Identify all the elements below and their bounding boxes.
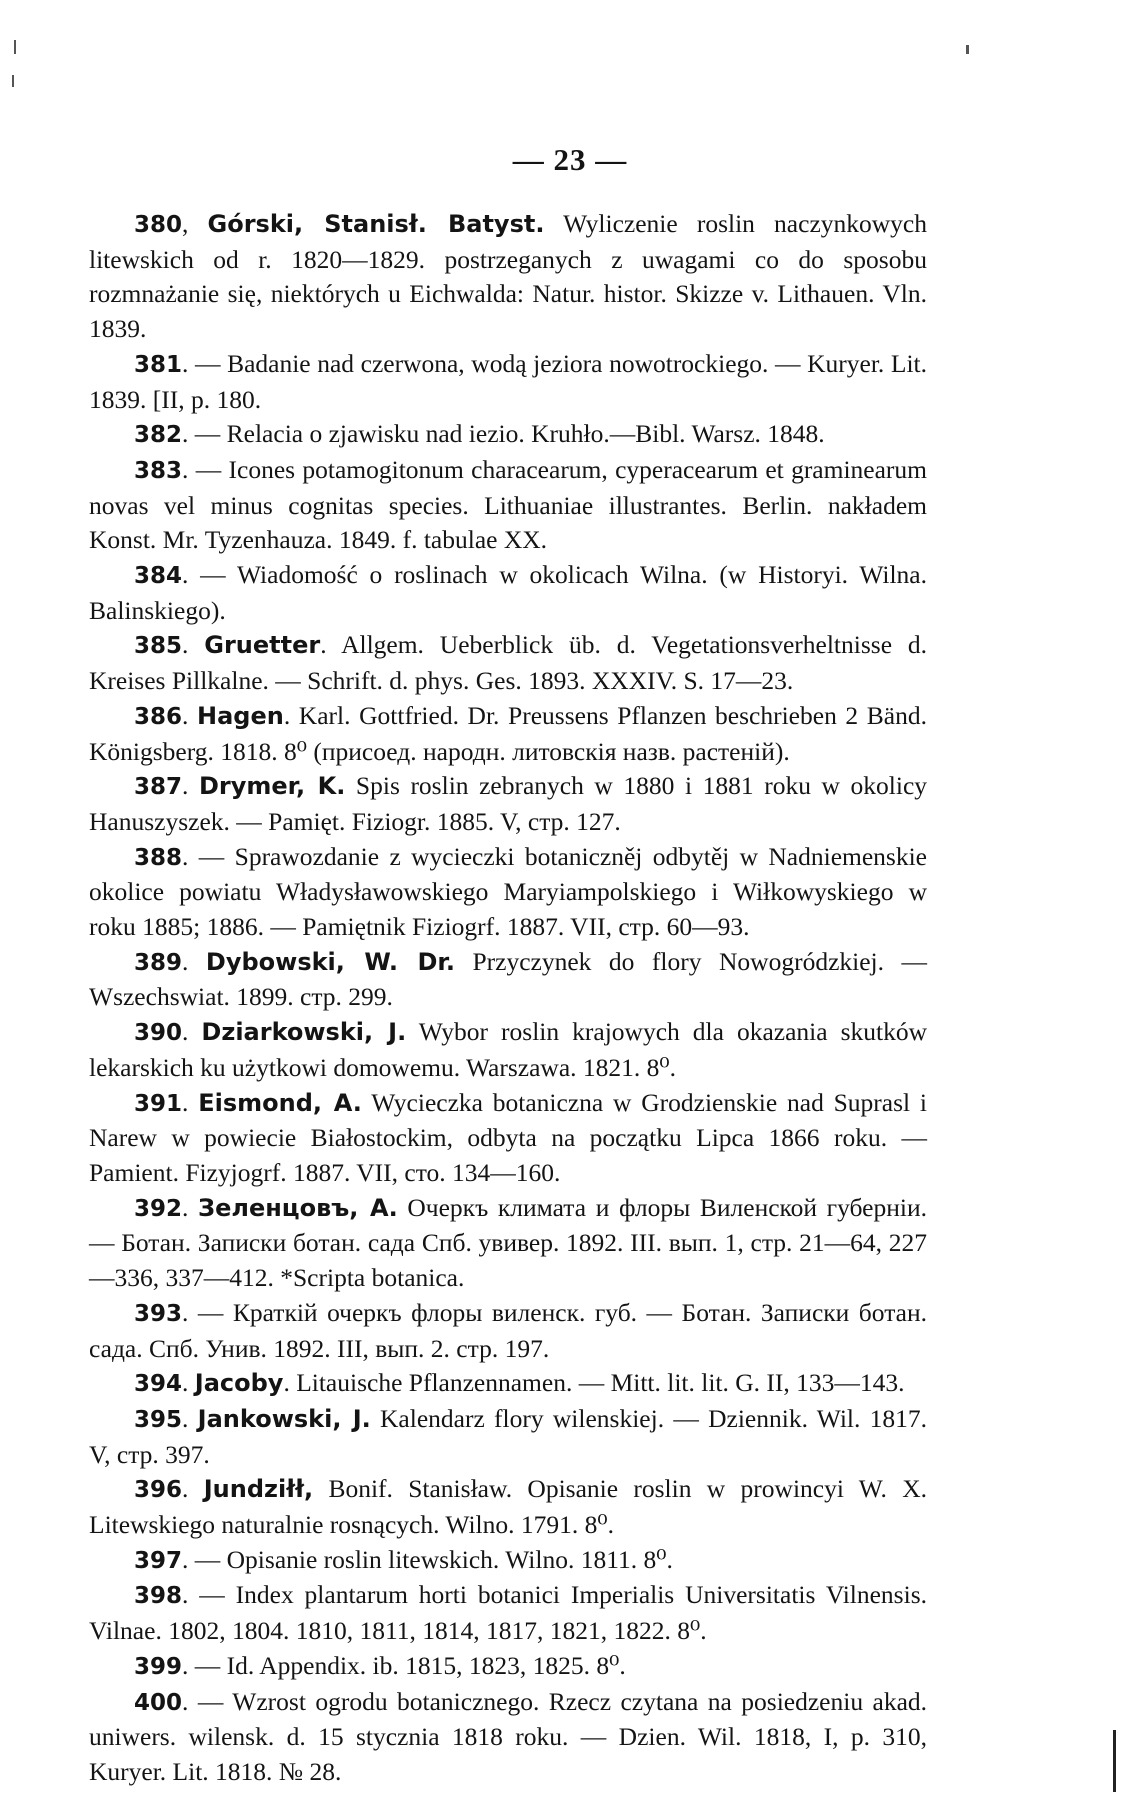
bibliography-entry: 385. Gruetter. Allgem. Ueberblick üb. d. Vegetationsverheltnisse d. Kreises Pillkalne. — Schrift. d. phys. Ges. 1893. XXXIV. S. 17—23. bbox=[89, 630, 928, 696]
entry-text: . Karl. Gottfried. Dr. Preussens Pflanzen beschrieben 2 Bänd. Königsberg. 1818. 8⁰ (присоед. народн. литовскія назв. растеній). bbox=[89, 700, 927, 766]
entry-text: — Opisanie roslin litewskich. Wilno. 1811. 8⁰. bbox=[194, 1544, 673, 1574]
bibliography-entry: 395. Jankowski, J. Kalendarz flory wilenskiej. — Dziennik. Wil. 1817. V, стр. 397. bbox=[89, 1403, 928, 1469]
bibliography-entry: 387. Drymer, K. Spis roslin zebranych w 1880 i 1881 roku w okolicy Hanuszyszek. — Pamięt. Fiziogr. 1885. V, стр. 127. bbox=[89, 771, 928, 836]
entry-text: Bonif. Stanisław. Opisanie roslin w prowincyi W. X. Litewskiego naturalnie rosnących. Wilno. 1791. 8⁰. bbox=[89, 1474, 928, 1540]
scan-mark bbox=[1113, 1730, 1116, 1792]
bibliography-entry: 381. — Badanie nad czerwona, wodą jeziora nowotrockiego. — Kuryer. Lit. 1839. [II, p. 180. bbox=[89, 348, 927, 414]
entry-author: Jankowski, J. bbox=[197, 1404, 371, 1433]
bibliography-entry: 388. — Sprawozdanie z wycieczki botaniczněj odbytěj w Nadniemenskie okolice powiatu Władysławowskiego Maryiampolskiego i Wiłkowyskiego w roku 1885; 1886. — Pamiętnik Fiziogrf. 1887. VII, стр. 60—93. bbox=[89, 841, 928, 942]
entry-text: . Litauische Pflanzennamen. — Mitt. lit. lit. G. II, 133—143. bbox=[283, 1368, 905, 1398]
entry-number: 395 bbox=[134, 1406, 183, 1433]
entry-number: 391 bbox=[134, 1090, 183, 1117]
entry-text: . Allgem. Ueberblick üb. d. Vegetationsverheltnisse d. Kreises Pillkalne. — Schrift. d. phys. Ges. 1893. XXXIV. S. 17—23. bbox=[89, 630, 928, 696]
bibliography-entry: 396. Jundziłł, Bonif. Stanisław. Opisanie roslin w prowincyi W. X. Litewskiego naturalnie rosnących. Wilno. 1791. 8⁰. bbox=[89, 1474, 928, 1540]
bibliography-entry: 382. — Relacia o zjawisku nad iezio. Kruhło.—Bibl. Warsz. 1848. bbox=[134, 419, 825, 449]
scan-mark bbox=[966, 45, 969, 54]
entry-number: 400 bbox=[134, 1689, 183, 1716]
entry-author: Gruetter bbox=[204, 631, 321, 660]
entry-author: Drymer, K. bbox=[198, 772, 346, 801]
entry-author: Зеленцовъ, А. bbox=[198, 1193, 398, 1222]
entry-text: — Icones potamogitonum characearum, cyperacearum et graminearum novas vel minus cognitas species. Lithuaniae illustrantes. Berlin. nakładem Konst. Mr. Tyzenhauza. 1849. f. tabulae XX. bbox=[89, 454, 928, 555]
bibliography-entry: 400. — Wzrost ogrodu botanicznego. Rzecz czytana na posiedzeniu akad. uniwers. wilensk. d. 15 stycznia 1818 roku. — Dzien. Wil. 1818, I, p. 310, Kuryer. Lit. 1818. № 28. bbox=[89, 1686, 928, 1786]
entry-text: Przyczynek do flory Nowogródzkiej. — Wszechswiat. 1899. стр. 299. bbox=[89, 946, 928, 1012]
entry-number: 397 bbox=[134, 1547, 183, 1574]
bibliography-entry: 389. Dybowski, W. Dr. Przyczynek do flory Nowogródzkiej. — Wszechswiat. 1899. стр. 299. bbox=[89, 946, 928, 1012]
bibliography-column bbox=[89, 207, 927, 1790]
entry-text: Wybor roslin krajowych dla okazania skutków lekarskich ku użytkowi domowemu. Warszawa. 1821. 8⁰. bbox=[89, 1017, 928, 1082]
entry-text: — Краткій очеркъ флоры виленск. губ. — Ботан. Записки ботан. сада. Спб. Унив. 1892. III, вып. 2. стр. 197. bbox=[89, 1297, 927, 1363]
page-number: — 23 — bbox=[512, 142, 628, 177]
bibliography-entry: 397. — Opisanie roslin litewskich. Wilno. 1811. 8⁰. bbox=[134, 1544, 673, 1574]
entry-number: 392 bbox=[134, 1195, 183, 1222]
entry-number: 394 bbox=[134, 1371, 183, 1398]
entry-text: — Index plantarum horti botanici Imperialis Universitatis Vilnensis. Vilnae. 1802, 1804. 1810, 1811, 1814, 1817, 1821, 1822. 8⁰. bbox=[89, 1580, 927, 1646]
entry-text: Kalendarz flory wilenskiej. — Dziennik. Wil. 1817. V, стр. 397. bbox=[89, 1403, 928, 1469]
entry-number: 388 bbox=[134, 844, 183, 871]
entry-number: 383 bbox=[134, 457, 183, 484]
entry-text: Wycieczka botaniczna w Grodzienskie nad Suprasl i Narew w powiecie Białostockim, odbyta na początku Lipca 1866 roku. — Pamient. Fizyjogrf. 1887. VII, сто. 134—160. bbox=[89, 1087, 928, 1187]
entry-text: — Sprawozdanie z wycieczki botaniczněj odbytěj w Nadniemenskie okolice powiatu Władysławowskiego Maryiampolskiego i Wiłkowyskiego w roku 1885; 1886. — Pamiętnik Fiziogrf. 1887. VII, стр. 60—93. bbox=[89, 841, 928, 942]
bibliography-entry: 380, Górski, Stanisł. Batyst. Wyliczenie roslin naczynkowych litewskich od r. 1820—1829. postrzeganych z uwagami co do sposobu rozmnażanie się, niektórych u Eichwalda: Natur. histor. Skizze v. Lithauen. Vln. 1839. bbox=[89, 209, 927, 344]
entry-number: 387 bbox=[134, 774, 183, 801]
bibliography-entry: 391. Eismond, A. Wycieczka botaniczna w Grodzienskie nad Suprasl i Narew w powiecie Białostockim, odbyta na początku Lipca 1866 roku. — Pamient. Fizyjogrf. 1887. VII, сто. 134—160. bbox=[89, 1087, 928, 1187]
entry-text: — Wiadomość o roslinach w okolicach Wilna. (w Historyi. Wilna. Balinskiego). bbox=[89, 560, 928, 625]
bibliography-entry: 398. — Index plantarum horti botanici Imperialis Universitatis Vilnensis. Vilnae. 1802, 1804. 1810, 1811, 1814, 1817, 1821, 1822. 8⁰. bbox=[89, 1580, 927, 1646]
bibliography-entry: 383. — Icones potamogitonum characearum, cyperacearum et graminearum novas vel minus cognitas species. Lithuaniae illustrantes. Berlin. nakładem Konst. Mr. Tyzenhauza. 1849. f. tabulae XX. bbox=[89, 454, 928, 555]
bibliography-entry: 390. Dziarkowski, J. Wybor roslin krajowych dla okazania skutków lekarskich ku użytkowi domowemu. Warszawa. 1821. 8⁰. bbox=[89, 1017, 928, 1082]
bibliography-entry: 393. — Краткій очеркъ флоры виленск. губ. — Ботан. Записки ботан. сада. Спб. Унив. 1892. III, вып. 2. стр. 197. bbox=[89, 1297, 927, 1363]
bibliography-entry: 394. Jacoby. Litauische Pflanzennamen. — Mitt. lit. lit. G. II, 133—143. bbox=[134, 1368, 905, 1398]
entry-text: — Badanie nad czerwona, wodą jeziora nowotrockiego. — Kuryer. Lit. 1839. [II, p. 180. bbox=[89, 348, 927, 414]
entry-author: Górski, Stanisł. Batyst. bbox=[207, 210, 545, 238]
entry-number: 381 bbox=[134, 351, 183, 378]
entry-text: Очеркъ климата и флоры Виленской губерніи. — Ботан. Записки ботан. сада Спб. увивер. 1892. III. вып. 1, стр. 21—64, 227—336, 337—412. *Scripta botanica. bbox=[89, 1192, 927, 1293]
entry-text: Spis roslin zebranych w 1880 i 1881 roku w okolicy Hanuszyszek. — Pamięt. Fiziogr. 1885. V, стр. 127. bbox=[89, 771, 928, 836]
scan-mark bbox=[12, 75, 14, 87]
entry-number: 393 bbox=[134, 1300, 183, 1327]
entry-number: 399 bbox=[134, 1653, 183, 1680]
entry-text: — Relacia o zjawisku nad iezio. Kruhło.—Bibl. Warsz. 1848. bbox=[194, 419, 825, 449]
entry-number: 384 bbox=[134, 563, 183, 590]
entry-number: 385 bbox=[134, 633, 183, 660]
entry-author: Dybowski, W. Dr. bbox=[205, 947, 455, 976]
entry-number: 389 bbox=[134, 949, 183, 976]
entry-text: — Id. Appendix. ib. 1815, 1823, 1825. 8⁰. bbox=[194, 1650, 626, 1680]
bibliography-entry: 399. — Id. Appendix. ib. 1815, 1823, 1825. 8⁰. bbox=[134, 1650, 626, 1680]
entry-number: 390 bbox=[134, 1020, 183, 1047]
entry-text: Wyliczenie roslin naczynkowych litewskich od r. 1820—1829. postrzeganych z uwagami co do sposobu rozmnażanie się, niektórych u Eichwalda: Natur. histor. Skizze v. Lithauen. Vln. 1839. bbox=[89, 209, 927, 344]
entry-number: 396 bbox=[134, 1477, 183, 1504]
entry-number: 398 bbox=[134, 1583, 183, 1610]
entry-author: Jacoby bbox=[194, 1369, 284, 1398]
bibliography-entry: 384. — Wiadomość o roslinach w okolicach Wilna. (w Historyi. Wilna. Balinskiego). bbox=[89, 560, 928, 625]
entry-author: Dziarkowski, J. bbox=[201, 1018, 407, 1047]
bibliography-entry: 386. Hagen. Karl. Gottfried. Dr. Preussens Pflanzen beschrieben 2 Bänd. Königsberg. 1818. 8⁰ (присоед. народн. литовскія назв. растеній). bbox=[89, 700, 927, 766]
scan-mark bbox=[14, 40, 16, 54]
entry-number: 380 bbox=[134, 212, 183, 238]
bibliography-entry: 392. Зеленцовъ, А. Очеркъ климата и флоры Виленской губерніи. — Ботан. Записки ботан. сада Спб. увивер. 1892. III. вып. 1, стр. 21—64, 227—336, 337—412. *Scripta botanica. bbox=[89, 1192, 927, 1293]
entry-author: Jundziłł, bbox=[203, 1475, 314, 1504]
entry-text: — Wzrost ogrodu botanicznego. Rzecz czytana na posiedzeniu akad. uniwers. wilensk. d. 15 stycznia 1818 roku. — Dzien. Wil. 1818, I, p. 310, Kuryer. Lit. 1818. № 28. bbox=[89, 1686, 928, 1786]
entry-number: 382 bbox=[134, 422, 183, 449]
entry-number: 386 bbox=[134, 703, 183, 730]
entry-author: Hagen bbox=[197, 701, 284, 730]
entry-author: Eismond, A. bbox=[198, 1088, 362, 1117]
